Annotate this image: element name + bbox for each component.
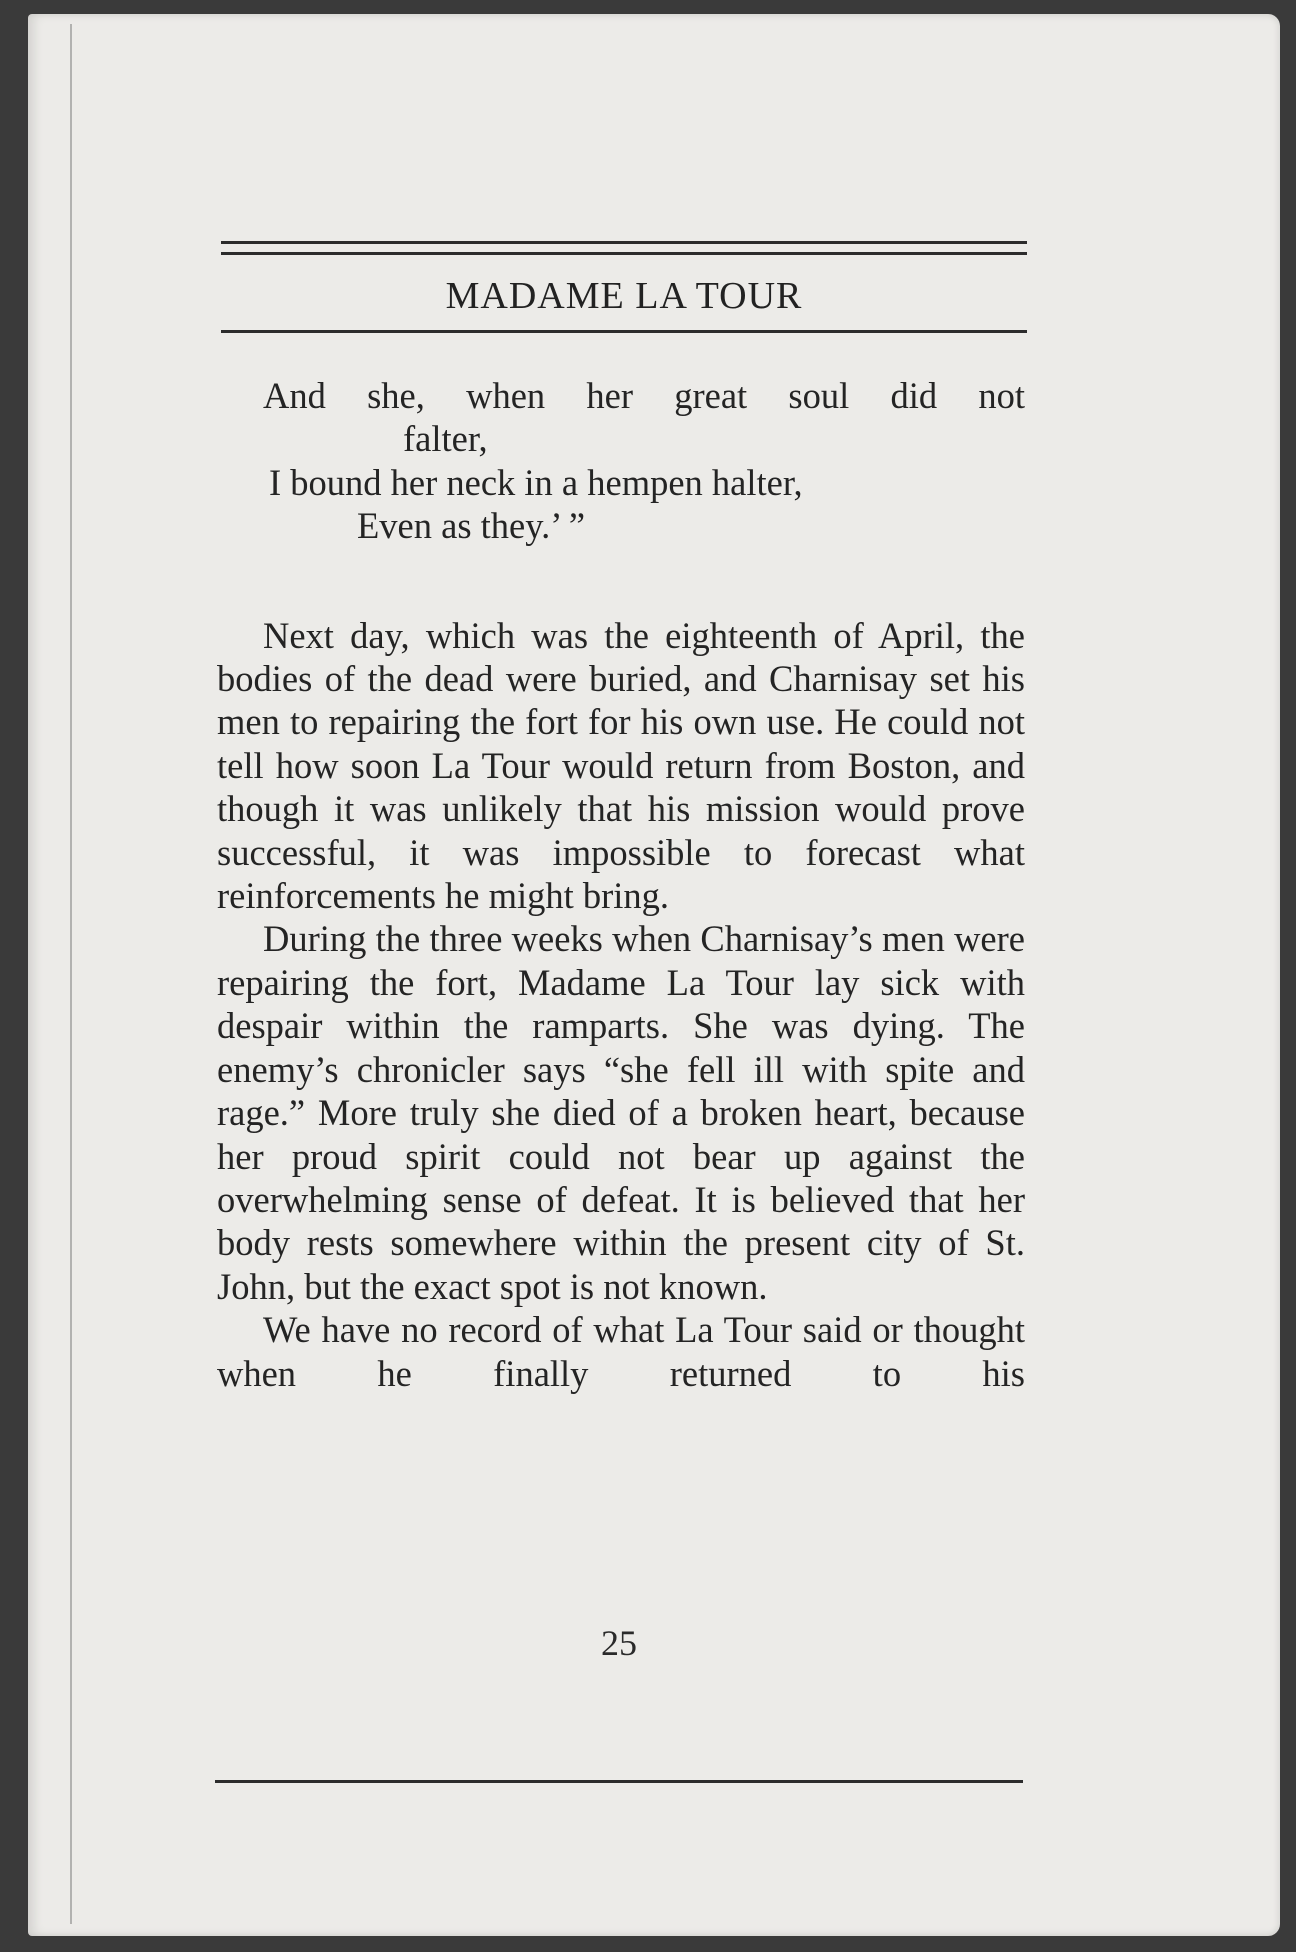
header-rule-bottom [221, 330, 1027, 333]
binding-edge [70, 24, 72, 1924]
verse-line-1: And she, when her great soul did not [263, 375, 1025, 416]
verse-line-1-continuation: falter, [403, 418, 488, 460]
verse-quotation [217, 374, 1025, 548]
paragraph: Next day, which was the eighteenth of April, the bodies of the dead were buried, and Charnisay set his men to repairing the fort for his own use. He could not tell how soon La Tour would return from Boston, and though it was unlikely that his mission would prove successful, it was impossible to forecast what reinforcements he might bring. [217, 614, 1025, 917]
paragraph: We have no record of what La Tour said or thought when he finally returned to his [217, 1309, 1025, 1394]
prose [217, 614, 1025, 1395]
footer-rule [215, 1780, 1023, 1783]
header-rule-top [221, 241, 1027, 244]
page-number: 25 [601, 1623, 637, 1663]
body-text [217, 374, 1025, 1395]
paragraph: During the three weeks when Charnisay’s men were repairing the fort, Madame La Tour lay sick with despair within the ramparts. She was dying. The enemy’s chronicler says “she fell ill with spite and rage.” More truly she died of a broken heart, because her proud spirit could not bear up against the overwhelming sense of defeat. It is believed that her body rests somewhere within the present city of St. John, but the exact spot is not known. [217, 918, 1025, 1307]
verse-line-3: Even as they.’ ” [357, 505, 586, 547]
verse-line-2: I bound her neck in a hempen halter, [269, 461, 803, 503]
header-rule-second [221, 252, 1027, 255]
running-head: MADAME LA TOUR [445, 275, 803, 317]
